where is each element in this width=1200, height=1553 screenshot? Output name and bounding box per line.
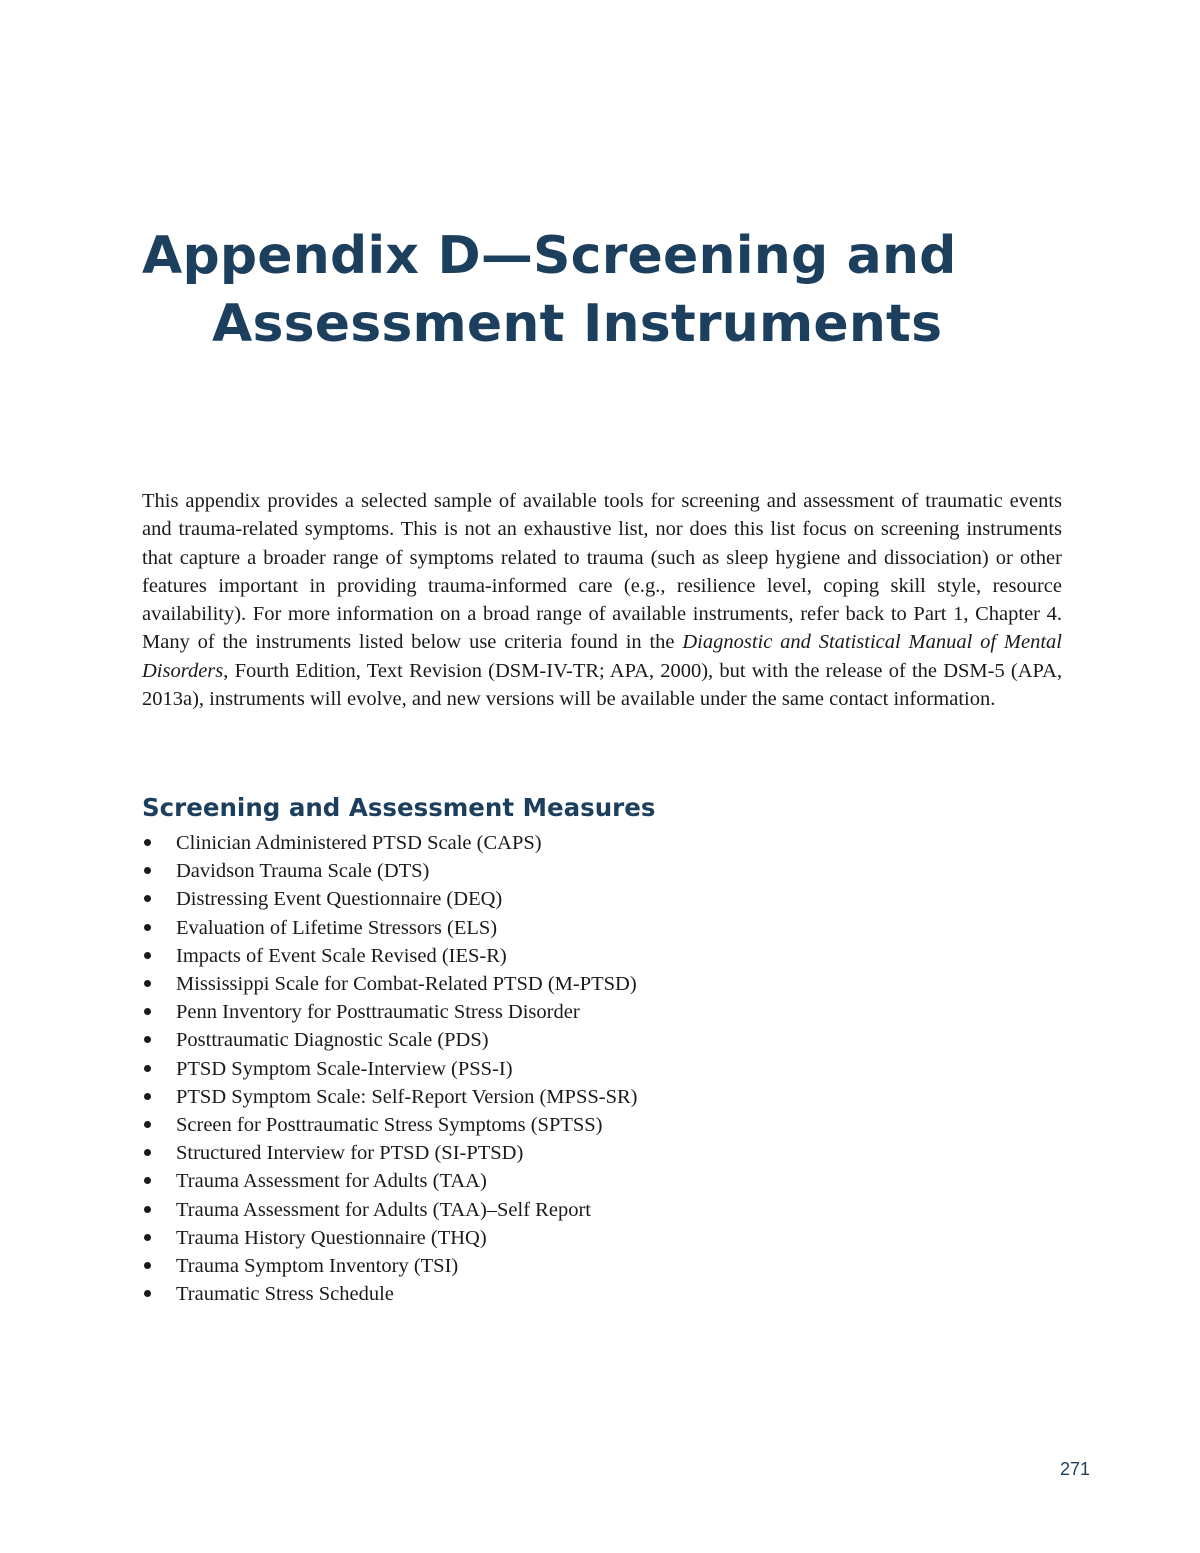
page-title (142, 222, 1042, 358)
list-item-text: Penn Inventory for Posttraumatic Stress Disorder (176, 1001, 580, 1024)
bullet-icon (144, 952, 151, 959)
page-title-line-2: Assessment Instruments (212, 294, 943, 354)
bullet-icon (144, 1262, 151, 1269)
intro-paragraph (142, 487, 1062, 713)
list-item (142, 1280, 1042, 1308)
section-heading: Screening and Assessment Measures (142, 793, 656, 822)
list-item (142, 1167, 1042, 1195)
bullet-icon (144, 1234, 151, 1241)
list-item-text: Trauma Assessment for Adults (TAA)–Self Report (176, 1198, 591, 1221)
list-item (142, 885, 1042, 913)
list-item-text: Impacts of Event Scale Revised (IES-R) (176, 944, 507, 967)
measures-list (142, 829, 1042, 1308)
bullet-icon (144, 1290, 151, 1297)
intro-text-part-2: , Fourth Edition, Text Revision (DSM-IV-TR; APA, 2000), but with the release of the DSM-5 (APA, 2013a), instruments will evolve, and new versions will be available under the same contact information. (142, 659, 1062, 711)
list-item (142, 914, 1042, 942)
list-item-text: Posttraumatic Diagnostic Scale (PDS) (176, 1029, 489, 1052)
list-item-text: Trauma Symptom Inventory (TSI) (176, 1255, 459, 1278)
list-item (142, 942, 1042, 970)
list-item-text: PTSD Symptom Scale: Self-Report Version (MPSS-SR) (176, 1085, 638, 1108)
list-item (142, 1083, 1042, 1111)
list-item (142, 857, 1042, 885)
list-item-text: PTSD Symptom Scale-Interview (PSS-I) (176, 1057, 513, 1080)
list-item (142, 829, 1042, 857)
bullet-icon (144, 924, 151, 931)
bullet-icon (144, 1065, 151, 1072)
list-item-text: Evaluation of Lifetime Stressors (ELS) (176, 916, 498, 939)
page-number: 271 (1059, 1459, 1090, 1479)
bullet-icon (144, 895, 151, 902)
list-item-text: Davidson Trauma Scale (DTS) (176, 860, 430, 883)
list-item (142, 1196, 1042, 1224)
intro-text-part-1: This appendix provides a selected sample of available tools for screening and assessment of traumatic events and trauma-related symptoms. This is not an exhaustive list, nor does this list focus on screening instruments that capture a broader range of symptoms related to trauma (such as sleep hygiene and dissociation) or other features important in providing trauma-informed care (e.g., resilience level, coping skill style, resource availability). For more information on a broad range of available instruments, refer back to Part 1, Chapter 4. Many of the instruments listed below use criteria found in the (142, 490, 1062, 654)
list-item-text: Screen for Posttraumatic Stress Symptoms (SPTSS) (176, 1114, 603, 1137)
list-item-text: Structured Interview for PTSD (SI-PTSD) (176, 1142, 524, 1165)
list-item-text: Trauma History Questionnaire (THQ) (176, 1226, 487, 1249)
bullet-icon (144, 1093, 151, 1100)
bullet-icon (144, 867, 151, 874)
list-item-text: Clinician Administered PTSD Scale (CAPS) (176, 832, 542, 854)
bullet-icon (144, 1149, 151, 1156)
list-item-text: Mississippi Scale for Combat-Related PTSD (M-PTSD) (176, 973, 637, 996)
list-item (142, 970, 1042, 998)
intro-italic-title: Diagnostic and Statistical Manual of Mental Disorders (142, 631, 1062, 682)
list-item (142, 1224, 1042, 1252)
bullet-icon (144, 1008, 151, 1015)
bullet-icon (144, 980, 151, 987)
list-item (142, 1139, 1042, 1167)
list-item (142, 1252, 1042, 1280)
page-title-line-1: Appendix D—Screening and (142, 226, 957, 286)
list-item (142, 1111, 1042, 1139)
list-item-text: Traumatic Stress Schedule (176, 1283, 394, 1306)
list-item-text: Distressing Event Questionnaire (DEQ) (176, 888, 503, 911)
list-item (142, 1055, 1042, 1083)
list-item-text: Trauma Assessment for Adults (TAA) (176, 1170, 487, 1193)
bullet-icon (144, 1036, 151, 1043)
bullet-icon (144, 1121, 151, 1128)
bullet-icon (144, 839, 151, 846)
bullet-icon (144, 1206, 151, 1213)
list-item (142, 1026, 1042, 1054)
list-item (142, 998, 1042, 1026)
bullet-icon (144, 1177, 151, 1184)
